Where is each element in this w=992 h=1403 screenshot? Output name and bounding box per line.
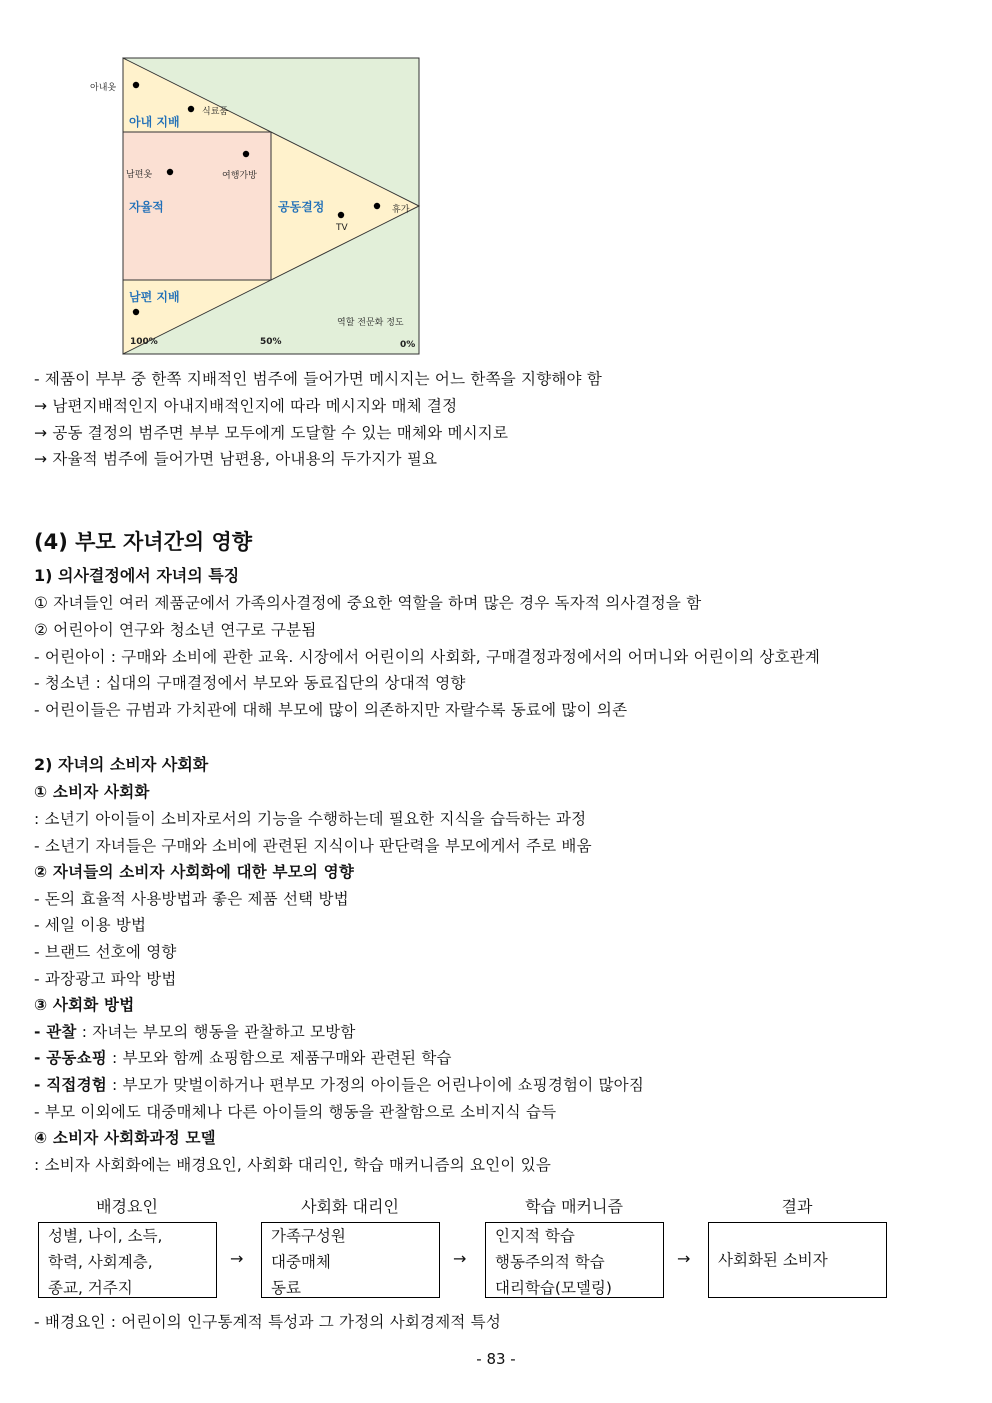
box-line: 종교, 거주지 [48, 1279, 133, 1297]
p3-title: ③ 사회화 방법 [34, 996, 135, 1014]
point-travel-bag [243, 151, 249, 157]
p3-extra: - 부모 이외에도 대중매체나 다른 아이들의 행동을 관찰함으로 소비지식 습득 [34, 1103, 557, 1121]
intro-line-1: - 제품이 부부 중 한쪽 지배적인 범주에 들어가면 메시지는 어느 한쪽을 지향해야 함 [34, 370, 603, 388]
box-line: 사회화된 소비자 [718, 1251, 828, 1269]
box-line: 동료 [271, 1279, 301, 1297]
sub1-line-1: ① 자녀들인 여러 제품군에서 가족의사결정에 중요한 역할을 하며 많은 경우 독자적 의사결정을 함 [34, 594, 702, 612]
p2-line-3: - 브랜드 선호에 영향 [34, 943, 177, 961]
region-wife-dominant: 아내 지배 [129, 115, 180, 129]
axis-label: 역할 전문화 정도 [337, 318, 404, 328]
point-groceries [188, 106, 194, 112]
label-travel-bag: 여행가방 [222, 171, 257, 181]
footer-line: - 배경요인 : 어린이의 인구통계적 특성과 그 가정의 사회경제적 특성 [34, 1313, 502, 1331]
p3-term: - 공동쇼핑 [34, 1049, 107, 1067]
label-tv: TV [336, 223, 348, 233]
model-box-agents [261, 1222, 440, 1298]
p3-desc: : 자녀는 부모의 행동을 관찰하고 모방함 [76, 1023, 356, 1041]
p3-item-direct-experience [34, 1073, 644, 1095]
box-line: 인지적 학습 [495, 1227, 575, 1245]
model-box-result [708, 1222, 887, 1298]
box-line: 가족구성원 [271, 1227, 346, 1245]
intro-line-3: → 공동 결정의 범주면 부부 모두에게 도달할 수 있는 매체와 메시지로 [34, 424, 509, 442]
box-line: 대중매체 [271, 1253, 331, 1271]
model-arrow-2: → [453, 1249, 467, 1268]
p2-title: ② 자녀들의 소비자 사회화에 대한 부모의 영향 [34, 863, 355, 881]
p3-desc: : 부모가 맞벌이하거나 편부모 가정의 아이들은 어린나이에 쇼핑경험이 많아짐 [106, 1076, 645, 1094]
sub1-line-3: - 어린아이 : 구매와 소비에 관한 교육. 시장에서 어린이의 사회화, 구매결정과정에서의 어머니와 어린이의 상호관계 [34, 648, 821, 666]
model-arrow-3: → [677, 1249, 691, 1268]
subsection-2-title: 2) 자녀의 소비자 사회화 [34, 755, 209, 774]
axis-tick-100: 100% [130, 337, 158, 347]
region-autonomous: 자율적 [129, 200, 164, 214]
point-wife-clothes [133, 82, 139, 88]
model-box-background [38, 1222, 217, 1298]
intro-line-2: → 남편지배적인지 아내지배적인지에 따라 메시지와 매체 결정 [34, 397, 458, 415]
box-line: 학력, 사회계층, [48, 1253, 153, 1271]
box-line: 대리학습(모델링) [495, 1279, 612, 1297]
label-groceries: 식료품 [202, 107, 229, 117]
label-husband-clothes: 남편옷 [126, 170, 153, 180]
p1-line-2: - 소년기 자녀들은 구매와 소비에 관련된 지식이나 판단력을 부모에게서 주로 배움 [34, 837, 592, 855]
p1-title: ① 소비자 사회화 [34, 783, 150, 801]
model-arrow-1: → [230, 1249, 244, 1268]
label-vacation: 휴가 [392, 205, 410, 215]
p2-line-2: - 세일 이용 방법 [34, 916, 147, 934]
axis-tick-0: 0% [400, 340, 416, 350]
p4-title: ④ 소비자 사회화과정 모델 [34, 1129, 216, 1147]
intro-line-4: → 자율적 범주에 들어가면 남편용, 아내용의 두가지가 필요 [34, 450, 438, 468]
box-line: 행동주의적 학습 [495, 1253, 605, 1271]
subsection-1-title: 1) 의사결정에서 자녀의 특징 [34, 566, 240, 585]
section-title: (4) 부모 자녀간의 영향 [34, 530, 253, 554]
model-box-mechanism [485, 1222, 664, 1298]
box-line: 성별, 나이, 소득, [48, 1227, 163, 1245]
sub1-line-5: - 어린이들은 규범과 가치관에 대해 부모에 많이 의존하지만 자랄수록 동료에 많이 의존 [34, 701, 628, 719]
model-label-result: 결과 [781, 1197, 813, 1216]
model-label-background: 배경요인 [96, 1197, 158, 1216]
sub1-line-4: - 청소년 : 십대의 구매결정에서 부모와 동료집단의 상대적 영향 [34, 674, 466, 692]
region-joint: 공동결정 [278, 200, 325, 214]
model-label-agents: 사회화 대리인 [301, 1197, 399, 1216]
point-tv [338, 212, 344, 218]
decision-role-figure [88, 56, 428, 358]
label-wife-clothes: 아내옷 [90, 83, 117, 93]
axis-tick-50: 50% [260, 337, 282, 347]
page-number: - 83 - [476, 1350, 516, 1368]
point-husband-dominant [133, 309, 139, 315]
region-husband-dominant: 남편 지배 [129, 290, 180, 304]
point-vacation [374, 203, 380, 209]
p2-line-1: - 돈의 효율적 사용방법과 좋은 제품 선택 방법 [34, 890, 349, 908]
p4-line: : 소비자 사회화에는 배경요인, 사회화 대리인, 학습 매커니즘의 요인이 있음 [34, 1156, 552, 1174]
p3-item-observe [34, 1020, 356, 1042]
p3-term: - 직접경험 [34, 1076, 107, 1094]
p1-line-1: : 소년기 아이들이 소비자로서의 기능을 수행하는데 필요한 지식을 습득하는 과정 [34, 810, 587, 828]
sub1-line-2: ② 어린아이 연구와 청소년 연구로 구분됨 [34, 621, 317, 639]
p3-term: - 관찰 [34, 1023, 77, 1041]
point-husband-clothes [167, 169, 173, 175]
p2-line-4: - 과장광고 파악 방법 [34, 970, 177, 988]
p3-item-joint-shopping [34, 1046, 452, 1068]
model-label-mechanism: 학습 매커니즘 [525, 1197, 623, 1216]
p3-desc: : 부모와 함께 쇼핑함으로 제품구매와 관련된 학습 [106, 1049, 452, 1067]
